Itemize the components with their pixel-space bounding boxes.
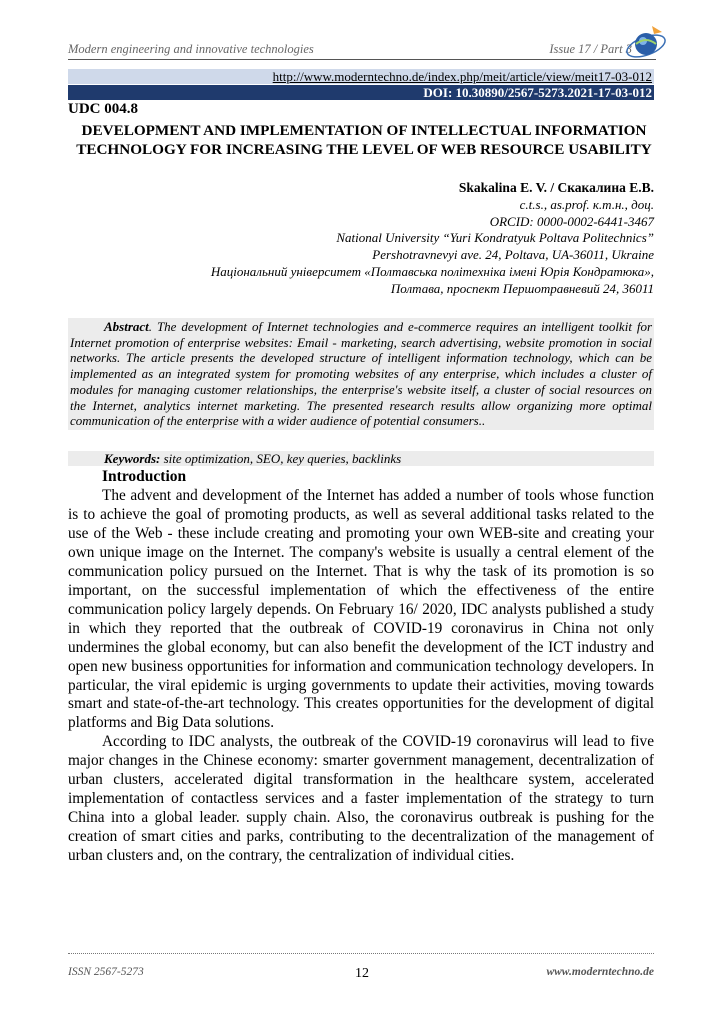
author-orcid: ORCID: 0000-0002-6441-3467	[489, 213, 654, 229]
paragraph: According to IDC analysts, the outbreak of the COVID-19 coronavirus will lead to five major changes in the Chinese economy: smarter government management, decentralization of urban clusters, accelerated digital transformation in the healthcare system, accelerated implementation of contactless services and a faster implementation of the strategy to turn China into a global leader. supply chain. Also, the coronavirus outbreak is pushing for the creation of smart cities and parks, contributing to the decentralization of the management of urban clusters and, on the contrary, the centralization of individual cities.	[68, 733, 654, 865]
footer-divider	[68, 953, 654, 954]
issue-label: Issue 17 / Part 3	[549, 42, 632, 56]
article-title: DEVELOPMENT AND IMPLEMENTATION OF INTELLECTUAL INFORMATION TECHNOLOGY FOR INCREASING THE LEVEL OF WEB RESOURCE USABILITY	[76, 122, 652, 158]
udc-code: UDC 004.8	[68, 101, 138, 117]
abstract-text: . The development of Internet technologies and e-commerce requires an intelligent toolkit for Internet promotion of enterprise websites: Email - marketing, search advertising, website promotion in social networks. The article presents the developed structure of intelligent information technology, which can be implemented as an integrated system for promoting websites of any enterprise, which includes a cluster of modules for managing customer relationships, the enterprise's website itself, a cluster of social resources on the Internet, analytics internet marketing. The presented research results allow organizing more optimal communication of the enterprise with a wider audience of potential consumers..	[70, 319, 652, 429]
paragraph: The advent and development of the Internet has added a number of tools whose function is to achieve the goal of promoting products, as well as several additional tasks related to the use of the Web - these include creating and promoting your own WEB-site and creating your own unique image on the Internet. The company's website is usually a central element of the communication policy pursued on the Internet. That is why the task of its promotion is so important, on the successful implementation of which the effectiveness of the entire communication policy largely depends. On February 16/ 2020, IDC analysts published a study in which they reported that the outbreak of COVID-19 coronavirus in China not only undermines the global economy, but can also benefit the development of the ICT industry and open new business opportunities for information and communication technology developers. In particular, the viral epidemic is urging governments to update their activities, moving towards smart and state-of-the-art technology. This creates opportunities for the development of digital platforms and Big Data solutions.	[68, 487, 654, 732]
keywords-text: site optimization, SEO, key queries, backlinks	[160, 451, 402, 466]
abstract-label: Abstract	[104, 319, 149, 334]
journal-name: Modern engineering and innovative technologies	[68, 42, 314, 56]
body-text	[68, 487, 654, 866]
keywords-label: Keywords:	[104, 451, 161, 466]
article-url-bar	[68, 69, 654, 84]
affiliation-en: National University “Yuri Kondratyuk Poltava Politechnics”	[336, 230, 654, 246]
author-block	[174, 180, 654, 298]
journal-logo-icon	[622, 22, 670, 62]
address-en: Pershotravnevyi ave. 24, Poltava, UA-36011, Ukraine	[372, 247, 654, 263]
abstract	[68, 318, 654, 430]
page-number: 12	[355, 966, 369, 981]
running-header	[68, 42, 656, 60]
footer-website[interactable]: www.moderntechno.de	[546, 966, 654, 978]
author-name: Skakalina E. V. / Скакалина Е.В.	[458, 180, 654, 195]
keywords	[68, 451, 654, 466]
article-url-link[interactable]: http://www.moderntechno.de/index.php/meit/article/view/meit17-03-012	[272, 69, 652, 84]
affiliation-ua: Національний університет «Полтавська політехніка імені Юрія Кондратюка»,	[210, 263, 654, 279]
author-degree: c.t.s., as.prof. к.т.н., доц.	[519, 196, 654, 212]
introduction-heading: Introduction	[102, 468, 187, 485]
footer-issn: ISSN 2567-5273	[68, 966, 144, 978]
doi-bar: DOI: 10.30890/2567-5273.2021-17-03-012	[68, 85, 654, 100]
address-ua: Полтава, проспект Першотравневий 24, 36011	[390, 280, 654, 296]
